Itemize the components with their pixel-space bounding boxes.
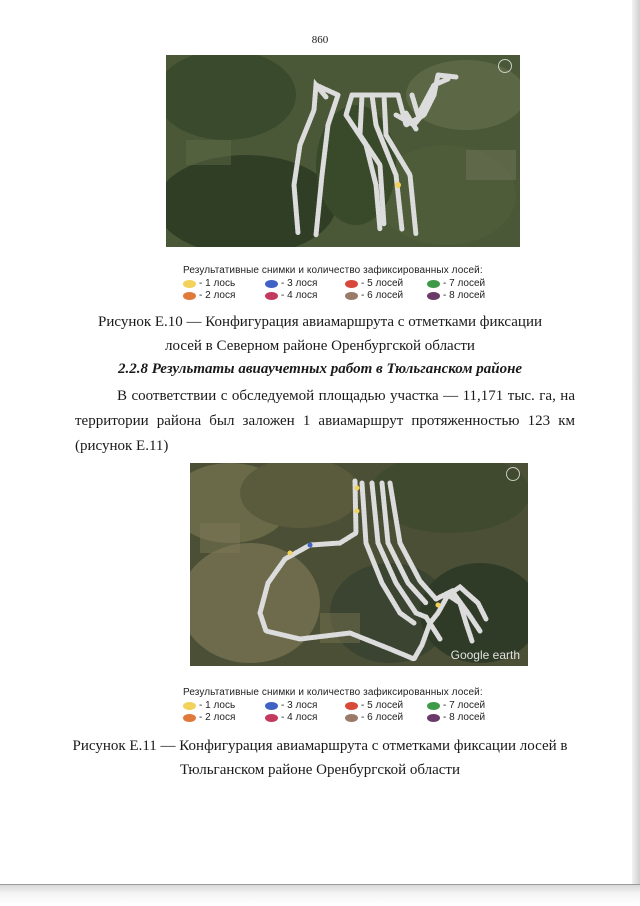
legend-item: [427, 712, 507, 723]
page-number: 860: [311, 34, 329, 46]
legend-item: [265, 712, 345, 723]
figure-10-caption: [0, 310, 640, 358]
legend-swatch: [345, 292, 358, 300]
legend-item: [265, 278, 345, 289]
page-bottom-edge: [0, 884, 640, 906]
legend-label: - 4 лося: [281, 290, 318, 301]
legend-title: Результативные снимки и количество зафиксированных лосей:: [183, 265, 483, 276]
legend-label: - 1 лось: [199, 278, 236, 289]
legend-swatch: [427, 702, 440, 710]
legend-item: [345, 278, 427, 289]
legend-label: - 2 лося: [199, 712, 236, 723]
legend-item: [265, 700, 345, 711]
legend-swatch: [427, 280, 440, 288]
legend-item: [427, 700, 507, 711]
legend-swatch: [183, 702, 196, 710]
legend-label: - 1 лось: [199, 700, 236, 711]
caption-line: Рисунок Е.10 — Конфигурация авиамаршрута с отметками фиксации: [97, 314, 543, 330]
legend-swatch: [265, 702, 278, 710]
legend-label: - 7 лосей: [443, 700, 486, 711]
legend-label: - 6 лосей: [361, 290, 404, 301]
legend-figure-11: [183, 687, 507, 723]
legend-figure-10: [183, 265, 507, 301]
compass-icon: [506, 467, 520, 481]
legend-item: [183, 700, 265, 711]
legend-label: - 5 лосей: [361, 700, 404, 711]
legend-item: [183, 290, 265, 301]
legend-label: - 3 лося: [281, 700, 318, 711]
legend-item: [345, 700, 427, 711]
legend-swatch: [183, 292, 196, 300]
legend-swatch: [345, 714, 358, 722]
legend-label: - 6 лосей: [361, 712, 404, 723]
legend-item: [183, 278, 265, 289]
legend-item: [427, 290, 507, 301]
caption-line: Тюльганском районе Оренбургской области: [179, 762, 460, 778]
legend-swatch: [265, 280, 278, 288]
legend-swatch: [265, 714, 278, 722]
legend-title: Результативные снимки и количество зафиксированных лосей:: [183, 687, 483, 698]
legend-item: [345, 712, 427, 723]
legend-swatch: [183, 714, 196, 722]
section-heading: 2.2.8 Результаты авиаучетных работ в Тюльганском районе: [117, 361, 523, 377]
legend-swatch: [427, 714, 440, 722]
route-map-tyulgansky: [190, 463, 528, 666]
legend-swatch: [345, 702, 358, 710]
figure-11-caption: [0, 734, 640, 782]
caption-line: лосей в Северном районе Оренбургской области: [165, 338, 475, 354]
legend-label: - 2 лося: [199, 290, 236, 301]
legend-label: - 3 лося: [281, 278, 318, 289]
legend-label: - 4 лося: [281, 712, 318, 723]
legend-swatch: [427, 292, 440, 300]
legend-swatch: [265, 292, 278, 300]
legend-label: - 5 лосей: [361, 278, 404, 289]
legend-label: - 8 лосей: [443, 290, 486, 301]
legend-label: - 8 лосей: [443, 712, 486, 723]
google-earth-watermark: Google earth: [450, 648, 520, 662]
legend-item: [427, 278, 507, 289]
body-paragraph: В соответствии с обследуемой площадью участка — 11,171 тыс. га, на территории района был заложен 1 авиамаршрут протяженностью 123 км (рисунок Е.11): [75, 388, 575, 454]
legend-item: [265, 290, 345, 301]
legend-swatch: [345, 280, 358, 288]
legend-swatch: [183, 280, 196, 288]
legend-label: - 7 лосей: [443, 278, 486, 289]
caption-line: Рисунок Е.11 — Конфигурация авиамаршрута с отметками фиксации лосей в: [72, 738, 568, 754]
legend-item: [183, 712, 265, 723]
route-map-severny: [166, 55, 520, 247]
legend-item: [345, 290, 427, 301]
compass-icon: [498, 59, 512, 73]
